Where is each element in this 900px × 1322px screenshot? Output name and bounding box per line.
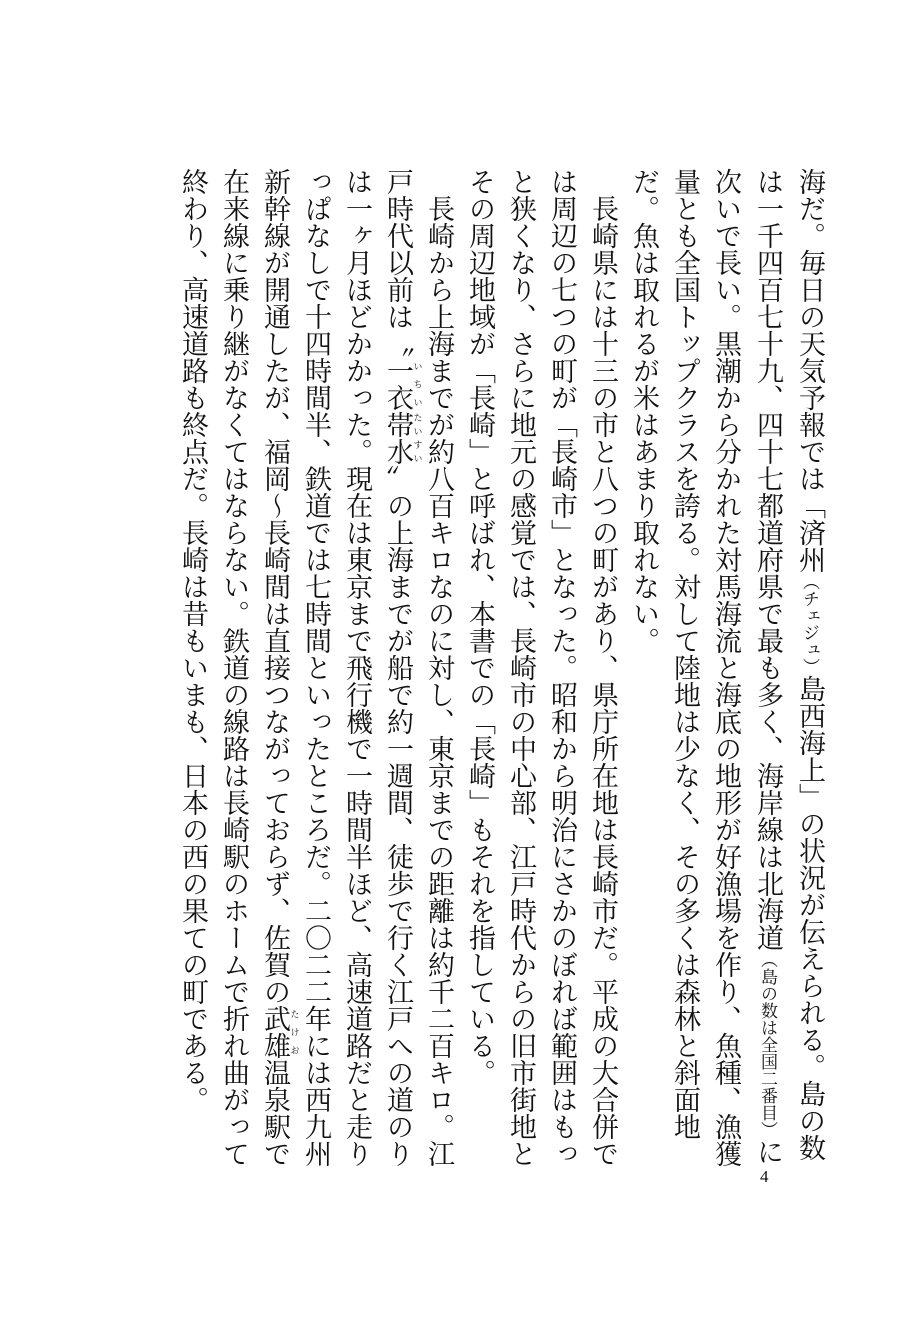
paragraph-0-text-2: 島西海上」の状況が伝えられる。島の数は一千四百七十九、四十七都道府県で最も多く、海岸線は北海道	[752, 168, 825, 1161]
ichii-kanji: 一衣	[382, 357, 413, 411]
jeju-reading-note: （チェジュ）	[799, 573, 819, 675]
paragraph-nagasaki-city: 長崎県には十三の市と八つの町があり、県庁所在地は長崎市だ。平成の大合併では周辺の七つの町が「長崎市」となった。昭和から明治にさかのぼれば範囲はもっと狭くなり、さらに地元の感覚では、長崎市の中心部、江戸時代からの旧市街地とその周辺地域が「長崎」と呼ばれ、本書での「長崎」もそれを指している。	[464, 168, 618, 1167]
takeo-reading: たけお	[288, 1005, 299, 1059]
taisui-ruby-word	[382, 411, 422, 465]
vertical-text-block	[40, 168, 830, 1168]
paragraph-0-text-3: に次いで長い。黒潮から分かれた対馬海流と海底の地形が好漁場を作り、魚種、漁獲量とも全国トップクラスを誇る。対して陸地は少なく、その多くは森林と斜面地だ。魚は取れるが米はあま	[628, 168, 783, 1167]
paragraph-3-part-2: の上海までが船で約一週間、徒歩で行く江戸への道のりは一ヶ月ほどかかった。現在は東京まで飛行機で一時間半ほど、高速道路だと走りっぱなしで十四時間半、鉄道では七時間といったところだ。二〇二二年には西九州新幹線が開通したが、福岡〜長崎間は直接つながっておらず、佐賀の	[259, 168, 413, 1167]
takeo-kanji: 武雄	[259, 1005, 290, 1059]
paragraph-3-part-1: 長崎から上海までが約八百キロなのに対し、東京までの距離は約千二百キロ。江戸時代以前は	[382, 168, 454, 1167]
paragraph-1-text: り取れない。	[628, 492, 659, 654]
quote-close: 〟	[382, 465, 413, 492]
page-number: 4	[760, 1167, 769, 1186]
takeo-ruby-word	[259, 1005, 299, 1059]
quote-open: 〝	[382, 330, 413, 357]
paragraph-0-text-1: 海だ。毎日の天気予報では「済州	[794, 168, 825, 573]
paragraph-continued	[623, 168, 830, 1168]
taisui-reading: たいすい	[411, 411, 422, 465]
paragraph-3-part-3: 温泉駅で在来線に乗り継がなくてはならない。鉄道の線路は長崎駅のホームで折れ曲がって終わり、高速道路も終点だ。長崎は昔もいまも、日本の西の果ての町である。	[177, 168, 290, 1167]
island-count-note: （島の数は全国二番目）	[757, 951, 777, 1138]
taisui-kanji: 帯水	[382, 411, 413, 465]
paragraph-distance	[172, 168, 459, 1168]
ichii-ruby-word	[382, 357, 422, 411]
ichii-reading: いちい	[411, 357, 422, 411]
